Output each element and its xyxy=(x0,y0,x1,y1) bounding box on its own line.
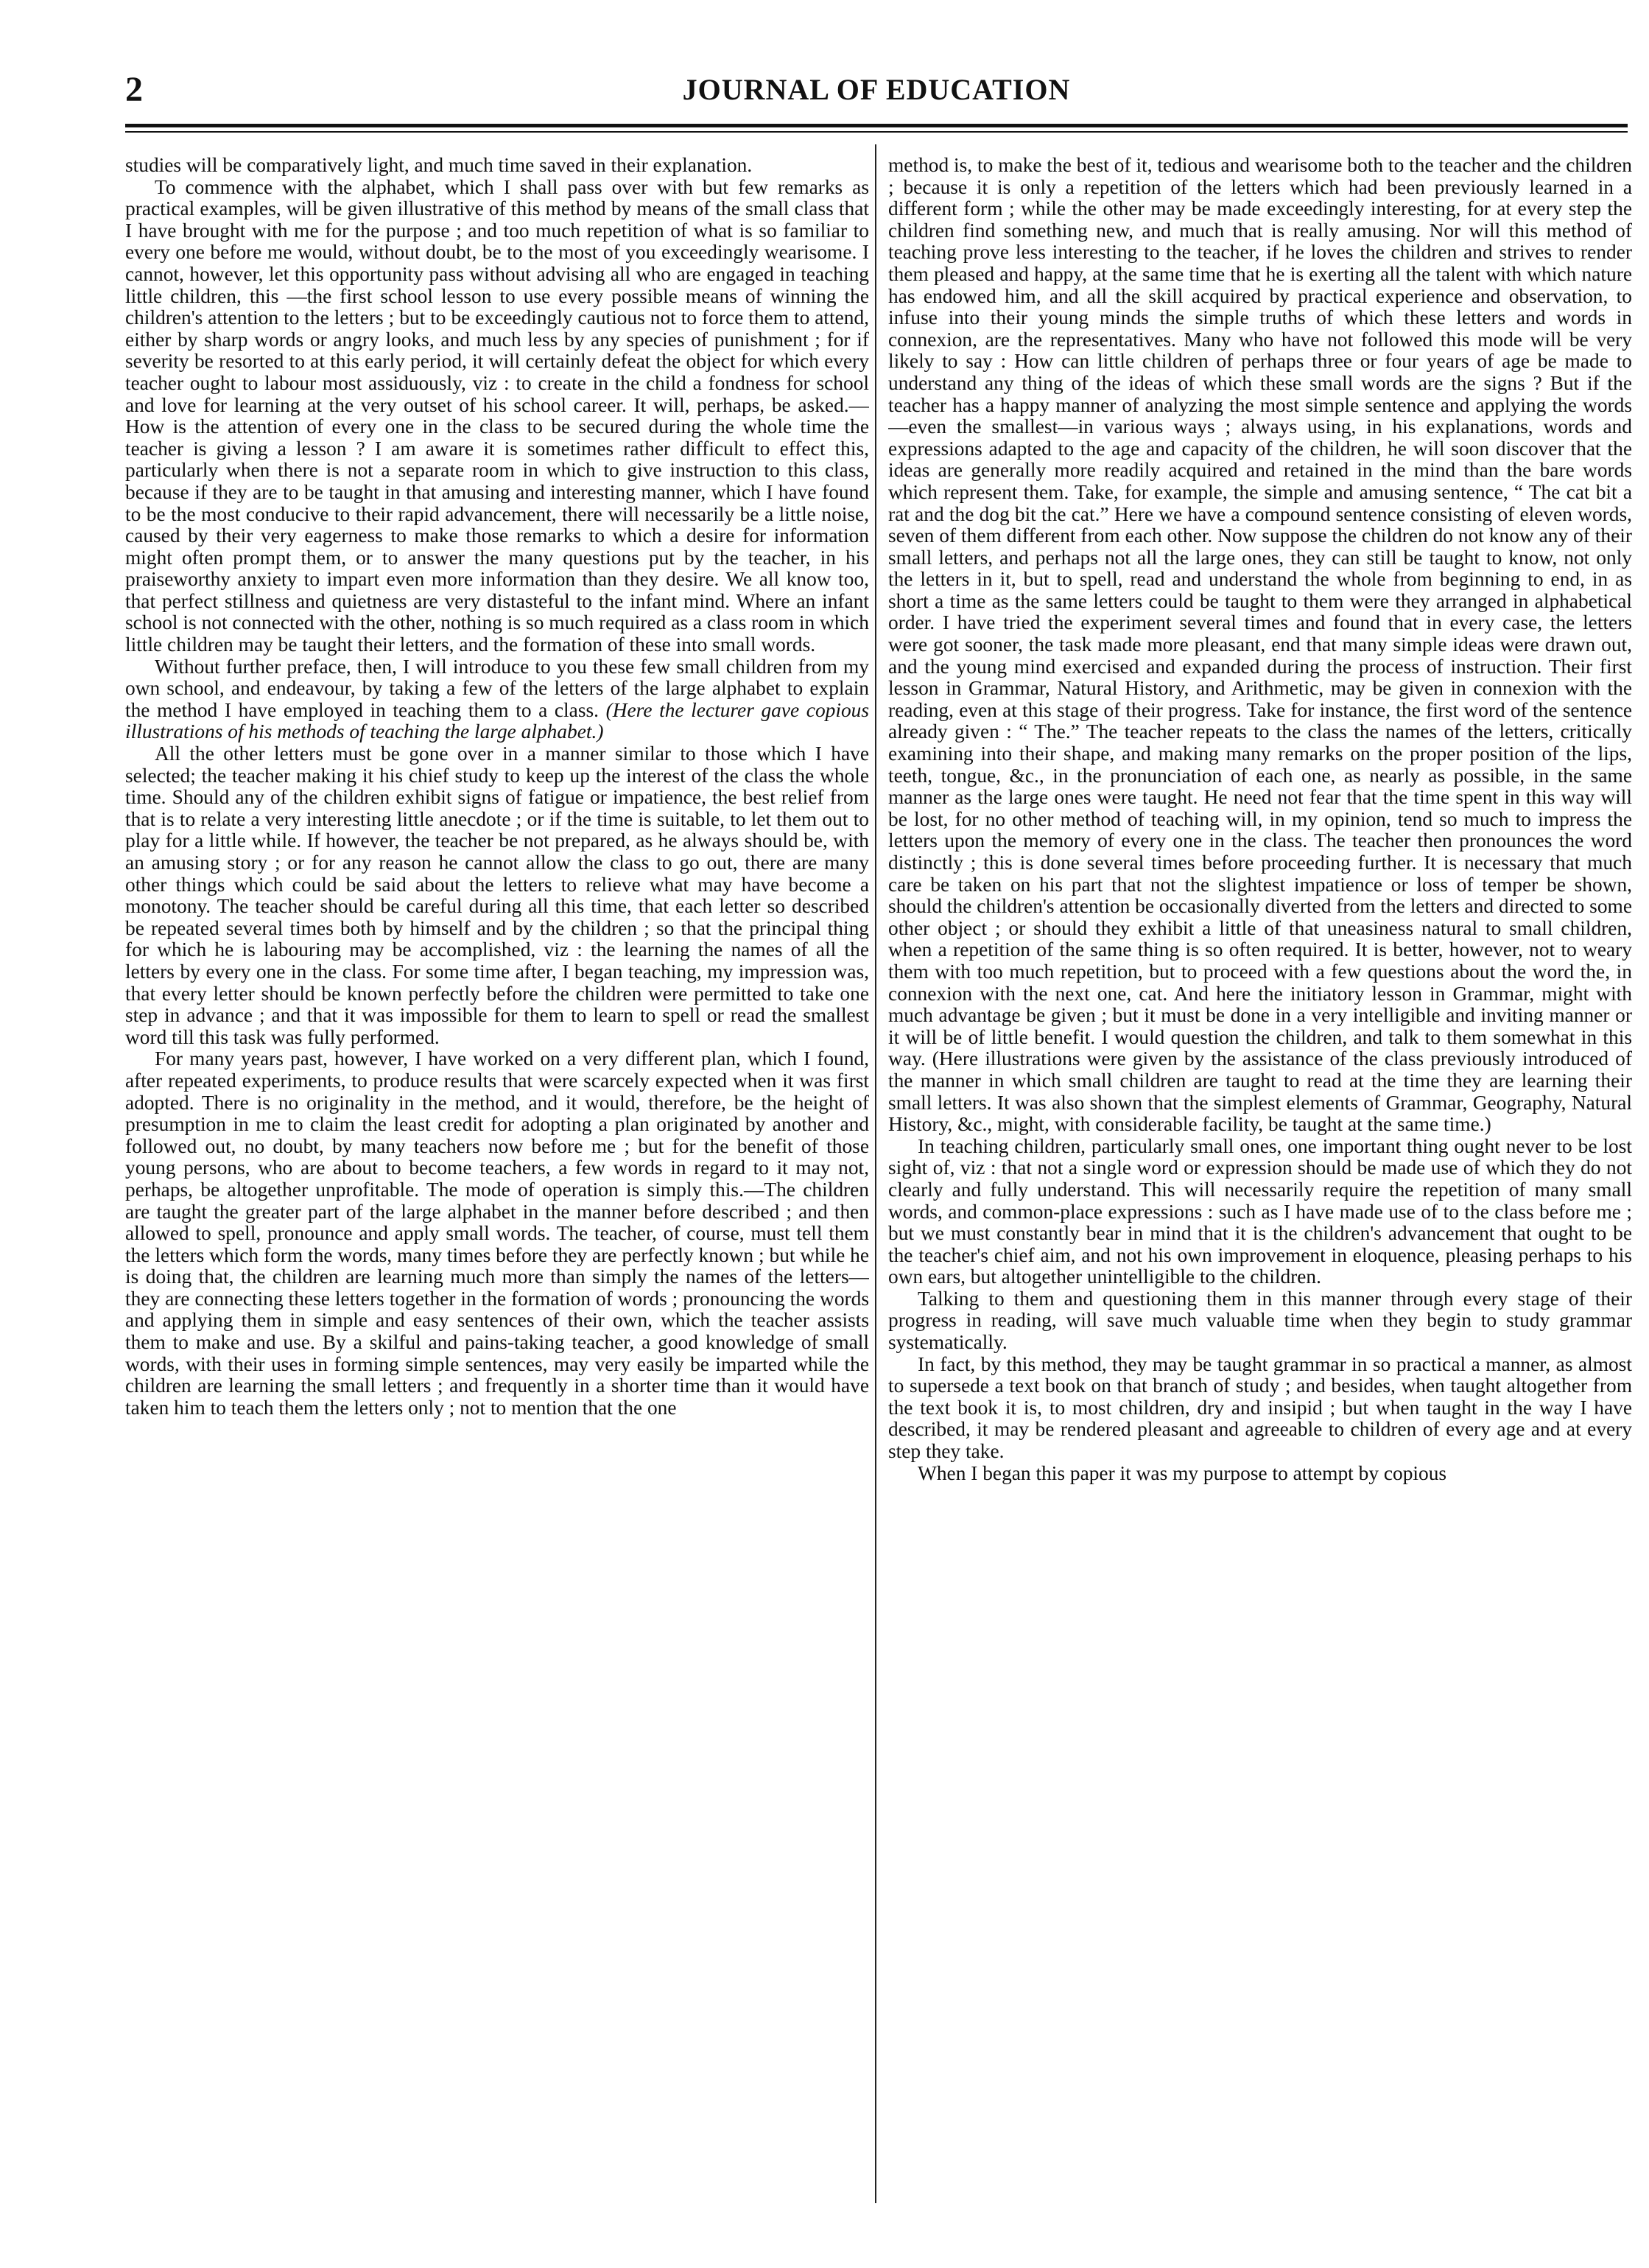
paragraph: Talking to them and questioning them in this manner through every stage of their progress in reading, will save much valuable time when they begin to study grammar systematically. xyxy=(888,1287,1632,1354)
page-number: 2 xyxy=(125,70,143,109)
paragraph: method is, to make the best of it, tedious and wearisome both to the teacher and the children ; because it is only a repetition of the letters which had been previously learned in a different form ; while the other may be made exceedingly interesting, for at every step the children find something new, and much that is really amusing. Nor will this method of teaching prove less interesting to the teacher, if he loves the children and strives to render them pleased and happy, at the same time that he is exerting all the talent with which nature has endowed him, and all the skill acquired by practical experience and observation, to infuse into their young minds the simple truths of which these letters and words in connexion, are the representatives. Many who have not followed this mode will be very likely to say : How can little children of perhaps three or four years of age be made to understand any thing of the ideas of which these small words are the signs ? But if the teacher has a happy manner of analyzing the most simple sentence and applying the words—even the smallest—in various ways ; always using, in his explanations, words and expressions adapted to the age and capacity of the children, he will soon discover that the ideas are generally more readily acquired and retained in the mind than the bare words which represent them. Take, for example, the simple and amusing sentence, “ The cat bit a rat and the dog bit the cat.” Here we have a compound sentence consisting of eleven words, seven of them different from each other. Now suppose the children do not know any of their small letters, and perhaps not all the large ones, they can still be taught to know, not only the letters in it, but to spell, read and understand the whole from beginning to end, in as short a time as the same letters could be taught to them were they arranged in alphabetical order. I have tried the experiment several times and found that in every case, the letters were got sooner, the task made more pleasant, end that many simple ideas were drawn out, and the young mind exercised and expanded during the process of instruction. Their first lesson in Grammar, Natural History, and Arithmetic, may be given in connexion with the reading, even at this stage of their progress. Take for instance, the first word of the sentence already given : “ The.” The teacher repeats to the class the names of the letters, critically examining into their shape, and making many remarks on the proper position of the lips, teeth, tongue, &c., in the pronunciation of each one, as nearly as possible, in the same manner as the large ones were taught. He need not fear that the time spent in this way will be lost, for no other method of teaching will, in my opinion, tend so much to impress the letters upon the memory of every one in the class. The teacher then pronounces the word distinctly ; this is done several times before proceeding further. It is necessary that much care be taken on his part that not the slightest impatience or loss of temper be shown, should the children's attention be occasionally diverted from the letters and directed to some other object ; or should they exhibit a little of that uneasiness natural to small children, when a repetition of the same thing is so often required. It is better, however, not to weary them with too much repetition, but to proceed with a few questions about the word the, in connexion with the next one, cat. And here the initiatory lesson in Grammar, might with much advantage be given ; but it must be done in a very intelligible and inviting manner or it will be of little benefit. I would question the children, and talk to them somewhat in this way. (Here illustrations were given by the assistance of the class previously introduced of the manner in which small children are taught to read at the time they are learning their small letters. It was also shown that the simplest elements of Grammar, Geography, Natural History, &c., might, with considerable facility, be taught at the same time.) xyxy=(888,155,1632,1136)
paragraph: In teaching children, particularly small ones, one important thing ought never to be lost sight of, viz : that not a single word or expression should be made use of which they do not clearly and fully understand. This will necessarily require the repetition of many small words, and common-place expressions : such as I have made use of to the class before me ; but we must constantly bear in mind that it is the children's advancement that ought to be the teacher's chief aim, and not his own improvement in eloquence, pleasing perhaps to his own ears, but altogether unintelligible to the children. xyxy=(888,1134,1632,1288)
paragraph: When I began this paper it was my purpose to attempt by copious xyxy=(918,1461,1447,1484)
paragraph-text: Without further preface, then, I will introduce to you these few small children from my own school, and endeavour, by taking a few of the letters of the large alphabet to explain the method I have employed in teaching them to a class. xyxy=(125,655,869,721)
paragraph: All the other letters must be gone over in a manner similar to those which I have selected; the teacher making it his chief study to keep up the interest of the class the whole time. Should any of the children exhibit signs of fatigue or impatience, the best relief from that is to relate a very interesting little anecdote ; or if the time is suitable, to let them out to play for a little while. If however, the teacher be not prepared, as he always should be, with an amusing story ; or for any reason he cannot allow the class to go out, there are many other things which could be said about the letters to relieve what may have become a monotony. The teacher should be careful during all this time, that each letter so described be repeated several times both by himself and by the children ; so that the principal thing for which he is labouring may be accomplished, viz : the learning the names of all the letters by every one in the class. For some time after, I began teaching, my impression was, that every letter should be known perfectly before the children were permitted to take one step in advance ; and that it was impossible for them to learn to spell or read the smallest word till this task was fully performed. xyxy=(125,742,869,1048)
left-column xyxy=(125,155,869,2202)
paragraph: studies will be comparatively light, and much time saved in their explanation. xyxy=(125,155,753,176)
header-rule-thin xyxy=(125,131,1628,133)
paragraph: To commence with the alphabet, which I shall pass over with but few remarks as practical examples, will be given illustrative of this method by means of the small class that I have brought with me for the purpose ; and too much repetition of what is so familiar to every one before me would, without doubt, be to the most of you exceedingly wearisome. I cannot, however, let this opportunity pass without advising all who are engaged in teaching little children, this —the first school lesson to use every possible means of winning the children's attention to the letters ; but to be exceedingly cautious not to force them to attend, either by sharp words or angry looks, and much less by any species of punishment ; for if severity be resorted to at this early period, it will certainly defeat the object for which every teacher ought to labour most assiduously, viz : to create in the child a fondness for school and love for learning at the very outset of his school career. It will, perhaps, be asked.— How is the attention of every one in the class to be secured during the whole time the teacher is giving a lesson ? I am aware it is sometimes rather difficult to effect this, particularly when there is not a separate room in which to give instruction to this class, because if they are to be taught in that amusing and interesting manner, which I have found to be the most conducive to their rapid advancement, there will necessarily be a little noise, caused by their very eagerness to make those remarks to which a desire for information might often prompt them, or to answer the many questions put by the teacher, in his praiseworthy anxiety to impart even more information than they desire. We all know too, that perfect stillness and quietness are very distasteful to the infant mind. Where an infant school is not connected with the other, nothing is so much required as a class room in which little children may be taught their letters, and the formation of these into small words. xyxy=(125,175,869,656)
running-title: JOURNAL OF EDUCATION xyxy=(682,73,1071,106)
paragraph: For many years past, however, I have worked on a very different plan, which I found, after repeated experiments, to produce results that were scarcely expected when it was first adopted. There is no originality in the method, and it would, therefore, be the height of presumption in me to claim the least credit for adopting a plan originated by another and followed out, no doubt, by many teachers now before me ; but for the benefit of those young persons, who are about to become teachers, a few words in regard to it may not, perhaps, be altogether unprofitable. The mode of operation is simply this.—The children are taught the greater part of the large alphabet in the manner before described ; and then allowed to spell, pronounce and apply small words. The teacher, of course, must tell them the letters which form the words, many times before they are perfectly known ; but while he is doing that, the children are learning much more than simply the names of the letters—they are connecting these letters together in the formation of words ; pronouncing the words and applying them in simple and easy sentences of their own, which the teacher assists them to make and use. By a skilful and pains-taking teacher, a good knowledge of small words, with their uses in forming simple sentences, may very easily be imparted while the children are learning the small letters ; and frequently in a shorter time than it would have taken him to teach them the letters only ; not to mention that the one xyxy=(125,1047,869,1419)
paragraph: In fact, by this method, they may be taught grammar in so practical a manner, as almost to supersede a text book on that branch of study ; and besides, when taught altogether from the text book it is, to most children, dry and insipid ; but when taught in the way I have described, it may be rendered pleasant and agreeable to children of every age and at every step they take. xyxy=(888,1352,1632,1463)
paragraph xyxy=(125,656,869,743)
column-divider xyxy=(875,144,876,2203)
lecturer-note: (Here the lecturer gave copious illustrations of his methods of teaching the large alphabet.) xyxy=(125,698,869,743)
header-rule-thick xyxy=(125,124,1628,127)
right-column xyxy=(888,155,1632,2202)
page-header xyxy=(125,68,1628,112)
